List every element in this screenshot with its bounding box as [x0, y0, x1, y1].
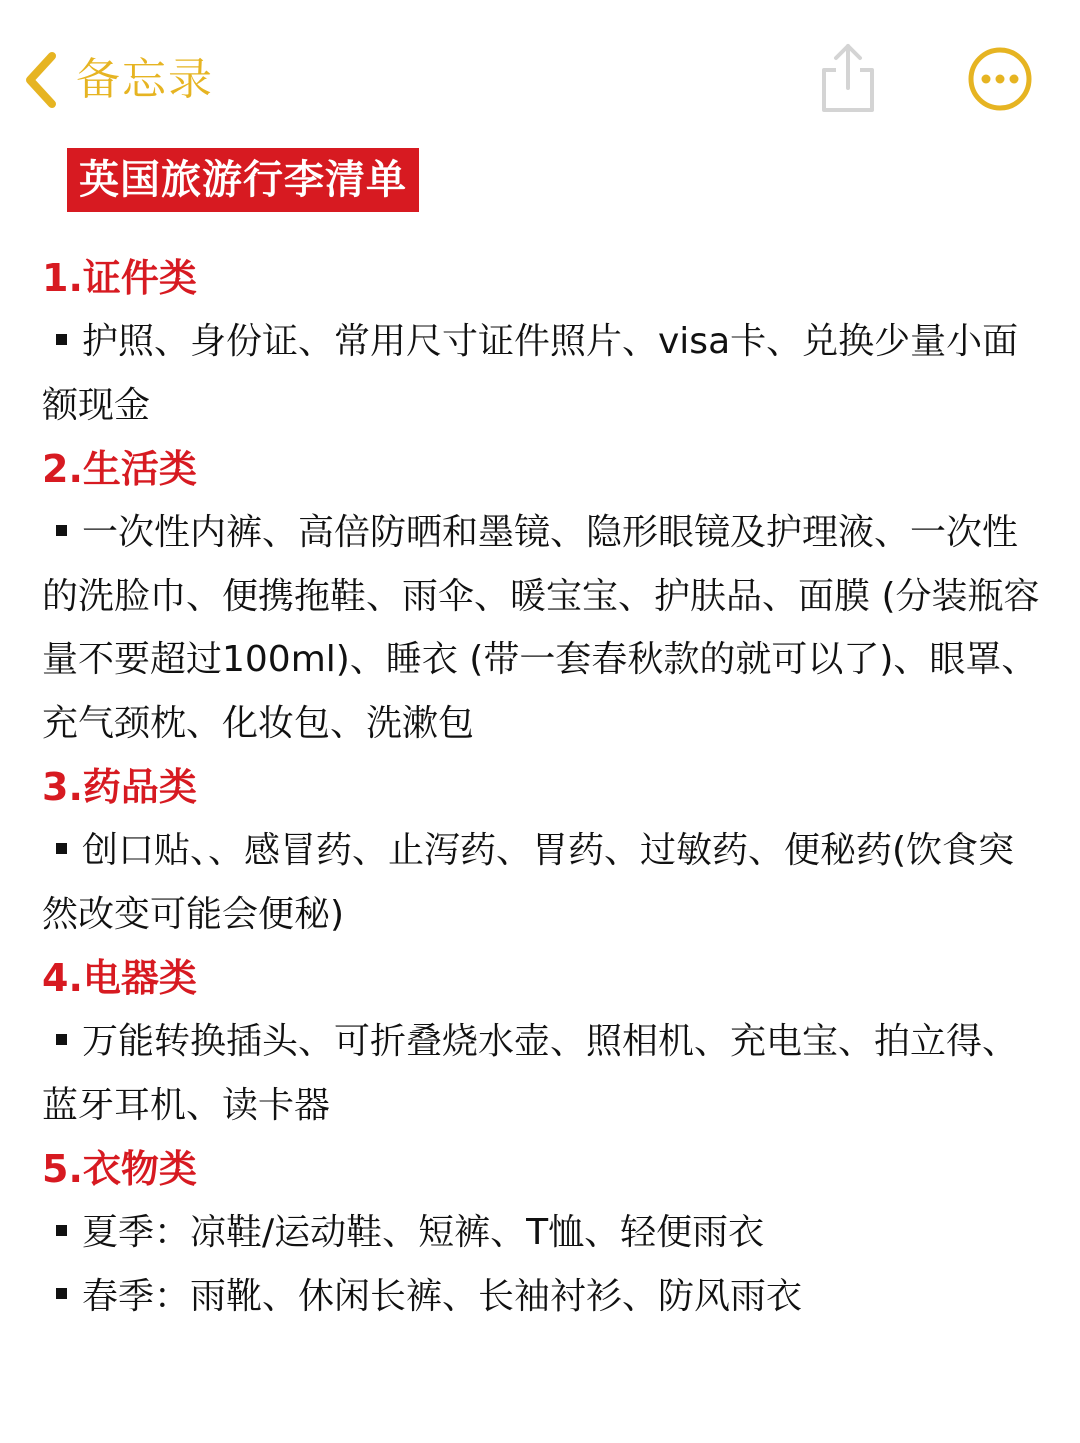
- section-documents: [42, 246, 1042, 437]
- navigation-bar: [0, 0, 1080, 160]
- list-item-text: 春季：雨靴、休闲长裤、长袖衬衫、防风雨衣: [82, 1275, 803, 1317]
- list-item: [42, 310, 1042, 437]
- section-heading: 5.衣物类: [42, 1147, 197, 1191]
- ellipsis-circle-icon: [967, 46, 1033, 112]
- note-title: 英国旅游行李清单: [67, 148, 419, 212]
- back-label: 备忘录: [76, 54, 214, 105]
- list-item: [42, 819, 1042, 946]
- share-button[interactable]: [816, 40, 880, 116]
- section-electronics: [42, 946, 1042, 1137]
- list-item-text: 创口贴、、感冒药、止泻药、胃药、过敏药、便秘药(饮食突然改变可能会便秘): [42, 830, 1015, 935]
- section-daily-life: [42, 437, 1042, 755]
- chevron-left-icon: [22, 52, 58, 108]
- bullet-icon: [56, 1034, 67, 1045]
- list-item: [42, 1265, 1042, 1329]
- list-item-text: 护照、身份证、常用尺寸证件照片、visa卡、兑换少量小面额现金: [42, 321, 1019, 426]
- bullet-icon: [56, 525, 67, 536]
- section-heading: 2.生活类: [42, 447, 197, 491]
- bullet-icon: [56, 843, 67, 854]
- section-heading: 1.证件类: [42, 256, 197, 300]
- list-item-text: 一次性内裤、高倍防晒和墨镜、隐形眼镜及护理液、一次性的洗脸巾、便携拖鞋、雨伞、暖宝宝、护肤品、面膜 (分装瓶容量不要超过100ml)、睡衣 (带一套春秋款的就可以了)、眼罩、充气颈枕、化妆包、洗漱包: [42, 512, 1040, 744]
- back-button[interactable]: [22, 48, 214, 112]
- bullet-icon: [56, 1288, 67, 1299]
- share-icon: [816, 40, 880, 116]
- bullet-icon: [56, 1225, 67, 1236]
- section-heading: 4.电器类: [42, 956, 197, 1000]
- list-item: [42, 1201, 1042, 1265]
- section-medicine: [42, 755, 1042, 946]
- list-item-text: 万能转换插头、可折叠烧水壶、照相机、充电宝、拍立得、蓝牙耳机、读卡器: [42, 1021, 1019, 1126]
- section-heading: 3.药品类: [42, 765, 197, 809]
- list-item: [42, 1010, 1042, 1137]
- more-options-button[interactable]: [967, 46, 1033, 112]
- list-item: [42, 501, 1042, 755]
- bullet-icon: [56, 334, 67, 345]
- section-clothing: [42, 1137, 1042, 1328]
- note-body[interactable]: [42, 246, 1042, 1328]
- list-item-text: 夏季：凉鞋/运动鞋、短裤、T恤、轻便雨衣: [82, 1212, 765, 1253]
